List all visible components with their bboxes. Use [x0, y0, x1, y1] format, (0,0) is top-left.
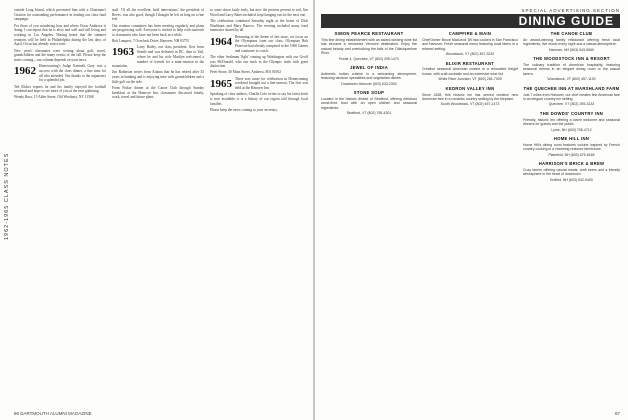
- restaurant-description: Authentic Indian cuisine in a welcoming atmosphere, featuring tandoori specialties and vegetarian dishes.: [321, 71, 417, 81]
- restaurant-name: THE DOWDS' COUNTRY INN: [539, 110, 604, 116]
- restaurant-contact: Downtown Hanover (603) 643-2300: [341, 81, 397, 86]
- paragraph: to come down fairly early, but now the persons present to sail, Jim Wood and Larry Bates included, kept hanging out for the next one.: [210, 8, 308, 17]
- column-1: [14, 8, 106, 102]
- class-year-heading: 1965: [210, 77, 232, 90]
- paragraph: Our reunion committee has been meeting regularly and plans are progressing well. Everyone is invited to help with outreach to classmates who have not been back in a while.: [112, 23, 204, 38]
- col1-intro: [14, 8, 106, 63]
- paragraph: Returning to the theme of last issue, we focus on the Olympians from our class. Olympian Bob Peterson had already competed in the 1960 Games and continues to coach.: [235, 34, 308, 53]
- class-year-heading: 1964: [210, 35, 232, 48]
- paragraph: Speaking of class authors, Charlie Cole writes to say his latest book is now available; it is a history of our region told through local families.: [210, 92, 308, 106]
- paragraph: For those of you wondering how and where Oscar Ambrose is doing, I can report that he is alive and well and still living and working in Los Angeles. Having heard that the summer reunions will be held in Philadelphia during the last days of April, Oscar has already sent a note.: [14, 23, 106, 47]
- restaurant-listing: [523, 112, 620, 132]
- paragraph: Please keep the news coming to your secretary.: [210, 107, 278, 112]
- special-section-label: SPECIAL ADVERTISING SECTION: [521, 8, 620, 13]
- title-bar: [321, 14, 620, 28]
- restaurant-listing: [523, 137, 620, 157]
- listings-column-2: [422, 32, 518, 112]
- paragraph: The other freshman 'fight' coming up Washington with our Geoff was McDonald, who ran track in the Olympic trials with great distinction.: [210, 54, 308, 69]
- paragraph: staff. 'Of all the excellent, bold innovations,' the president of Reves, was also good, though I thought he left us long on a fine feel.: [112, 8, 204, 22]
- class-year-heading: 1962: [14, 65, 36, 78]
- restaurant-listing: [523, 87, 620, 107]
- restaurant-listing: [422, 62, 518, 82]
- paragraph: From Friday dinner at the Canoe Club through Sunday breakfast at the Hanover Inn, classmates discussed family, work, travel and future plans.: [112, 86, 204, 100]
- page-title: DINING GUIDE: [518, 14, 614, 28]
- secretary-address: Wendy Russ, 15 Alder Street, Old Westbury, NY 11568: [14, 95, 94, 100]
- restaurant-description: Since 1828, this historic inn has served creative new American fare in a romantic country setting by the fireplace.: [422, 92, 518, 101]
- restaurant-contact: Woodstock, VT (802) 457-1100: [547, 77, 596, 82]
- restaurant-name: HOME HILL INN: [553, 135, 590, 141]
- restaurant-contact: Quechee, VT (802) 295-3133: [548, 102, 595, 107]
- paragraph: New year's classmates were writing about golf, travel, grandchildren and the many events of the fall. Please keep the notes coming—our column depends on your news.: [14, 48, 106, 63]
- restaurant-description: This fine dining establishment with an award-winning wine list has become a renowned Vermont destination. Enjoy the natural beauty and overlooking the falls of the Ottauquechee River.: [321, 37, 417, 56]
- restaurant-name: CAMPFIRE & MAIN: [448, 31, 492, 36]
- restaurant-listing: [523, 57, 620, 82]
- restaurant-name: HARRISON'S BRICK & BREW: [538, 161, 605, 167]
- paragraph: outside Long Island, which prevented him with a Chairman's Citation for outstanding performance in leading our class fund campaign.: [14, 8, 106, 22]
- restaurant-name: THE WOODSTOCK INN & RESORT: [533, 56, 610, 62]
- restaurant-name: THE CANOE CLUB: [550, 31, 593, 36]
- restaurant-description: Cozy tavern offering casual meals, craft beers and a friendly atmosphere in the heart of downtown.: [523, 167, 620, 177]
- paragraph: Homecoming's Judge Kenneth Gray was a success with the class dinner, a fine time for all who attended. Our thanks to the organizers for a splendid job.: [39, 64, 106, 83]
- restaurant-description: Home Hill's dining room features cuisine inspired by French country cooking in a charming restored farmhouse.: [523, 142, 620, 152]
- restaurant-contact: South Woodstock, VT (802) 457-1473: [440, 102, 500, 107]
- class-notes-page: [0, 0, 313, 420]
- paragraph: There was cause for celebration as Homecoming weekend brought out a fine turnout. The first was held at the Hanover Inn.: [235, 76, 308, 91]
- restaurant-contact: Lyme, NH (603) 795-4712: [551, 127, 592, 132]
- restaurant-contact: Plainfield, NH (603) 675-6165: [548, 152, 595, 157]
- column-2: [112, 8, 204, 102]
- restaurant-name: ELIXIR RESTAURANT: [445, 60, 495, 66]
- section-side-label: 1962-1965 CLASS NOTES: [4, 152, 10, 240]
- restaurant-listing: [523, 162, 620, 182]
- restaurant-name: SIMON PEARCE RESTAURANT: [334, 31, 404, 36]
- restaurant-description: The culinary tradition of American hospitality, featuring seasonal menus in an elegant dining room or the casual tavern.: [523, 63, 620, 76]
- restaurant-contact: Strafford, VT (802) 765-4301: [346, 111, 392, 116]
- paragraph: Ted Ricker reports he and his family enjoyed the football weekend and hope to see more of you at the next gathering.: [14, 84, 106, 94]
- paragraph: Jim Robinson writes from Atlanta that he has retired after 35 years in banking and is enjoying time with grandchildren and a little golf on the side.: [112, 70, 204, 84]
- restaurant-listing: [422, 87, 518, 107]
- restaurant-description: Chef/Owner Bruce MacLeod '89 has cooked in San Francisco and Hanover. Fresh seasonal menu featuring local farms in a relaxed setting.: [422, 37, 518, 51]
- restaurant-listing: [523, 32, 620, 52]
- restaurant-contact: Hanover, NH (603) 643-9660: [549, 47, 594, 52]
- restaurant-description: Just 7 miles from Hanover, our chef creates fine American fare in an elegant country inn setting.: [523, 92, 620, 101]
- listings-column-3: [523, 32, 620, 187]
- column-3: [210, 8, 308, 114]
- restaurant-name: KEDRON VALLEY INN: [445, 85, 495, 91]
- restaurant-name: STONE SOUP: [353, 90, 385, 96]
- restaurant-name: JEWEL OF INDIA: [349, 64, 389, 70]
- secretary-address: Peter Stone, 40 Main Street, Amherst, MA 01002: [210, 70, 281, 75]
- listings-column-1: [321, 32, 417, 121]
- restaurant-name: THE QUECHEE INN AT MARSHLAND FARM: [523, 85, 620, 91]
- restaurant-contact: Woodstock, VT (802) 457-3232: [445, 52, 495, 57]
- dining-guide-page: [315, 0, 628, 420]
- restaurant-listing: [321, 66, 417, 86]
- restaurant-description: Creative seasonal American cuisine in a renovated freight house, with craft cocktails and an extensive wine list.: [422, 67, 518, 76]
- restaurant-listing: [321, 91, 417, 116]
- restaurant-listing: [321, 32, 417, 61]
- class-year-heading: 1963: [112, 46, 134, 59]
- page-folio: 87: [614, 411, 620, 416]
- restaurant-contact: Enfield, NH (603) 632-9400: [550, 177, 593, 182]
- paragraph: Larry Bailey, our class president, flew from Seattle and was defeated in DC, then to Vail, where he and his wife Marilyn welcomed a number of friends for a mini-reunion in the mountains.: [112, 45, 204, 69]
- restaurant-listing: [422, 32, 518, 57]
- restaurant-contact: Route 4, Quechee, VT (802) 295-1470: [339, 56, 399, 61]
- restaurant-description: An award-winning family restaurant offering fresh local ingredients, live music every night and a casual atmosphere.: [523, 37, 620, 47]
- restaurant-contact: White River Junction, VT (802) 281-7009: [438, 77, 502, 82]
- restaurant-description: Friendly, historic inn offering a warm welcome and seasonal dinners for guests and the public.: [523, 117, 620, 127]
- page-folio: 86 DARTMOUTH ALUMNI MAGAZINE: [14, 411, 92, 416]
- paragraph: The celebration continued Saturday night at the home of Dick Washburn and Mary Barrow. The evening included many fond memories shared by all.: [210, 18, 308, 33]
- restaurant-description: Located in the historic district of Strafford, offering delicious wood-fired food with an open kitchen and seasonal ingredients.: [321, 96, 417, 110]
- secretary-address: Bob Lampert, 7 Overlook Drive, Hanover, NH 03755: [112, 39, 190, 44]
